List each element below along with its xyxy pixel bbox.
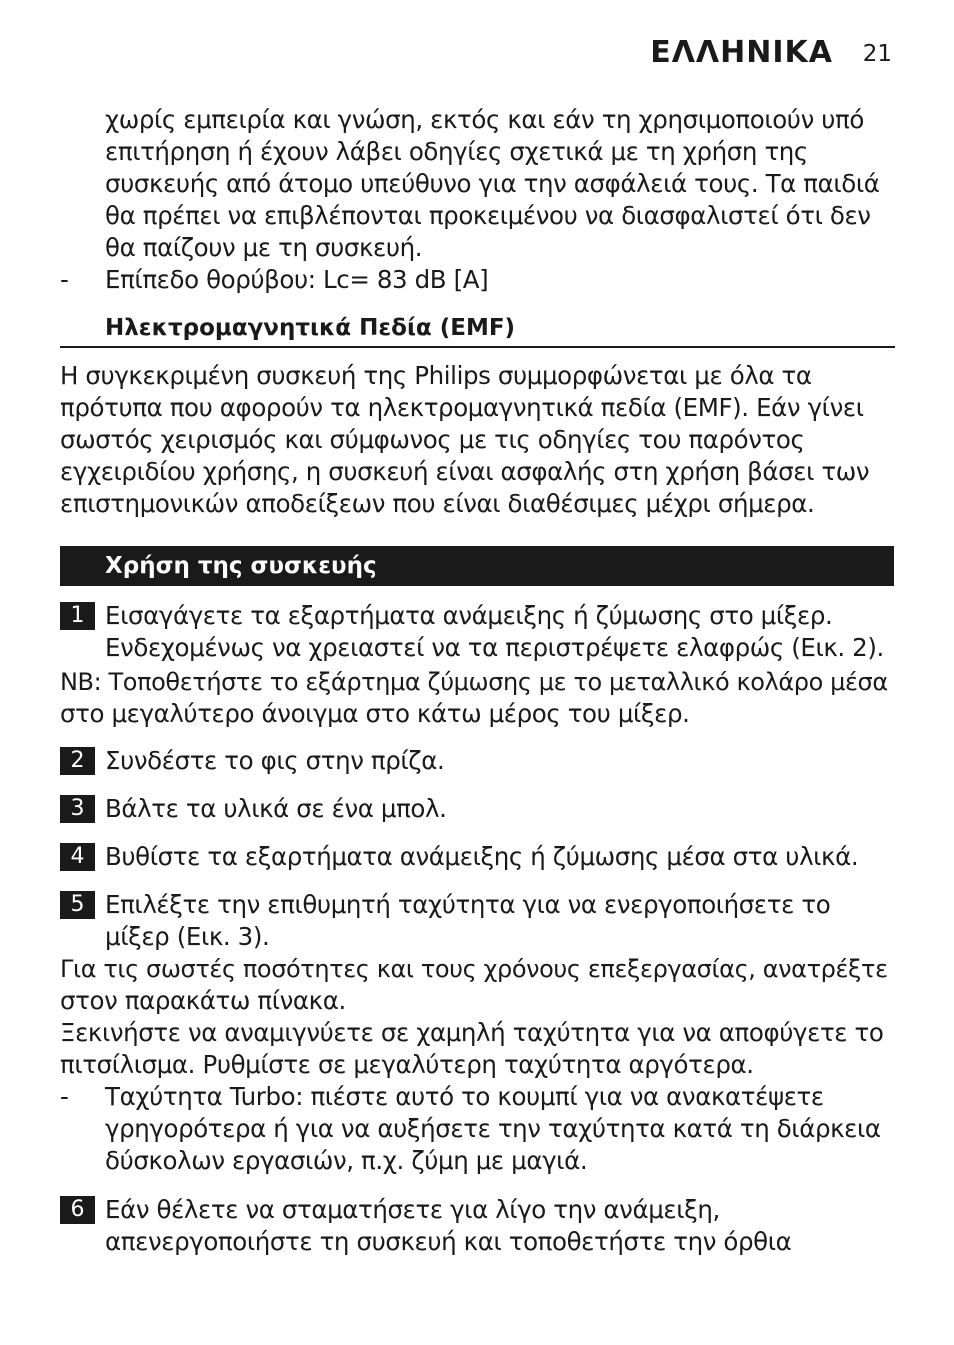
step-number-badge: 2 xyxy=(60,747,95,775)
paragraph-line: στον παρακάτω πίνακα. xyxy=(60,986,346,1015)
intro-line: επιτήρηση ή έχουν λάβει οδηγίες σχετικά με τη χρήση της xyxy=(105,137,808,166)
intro-line: θα πρέπει να επιβλέπονται προκειμένου να διασφαλιστεί ότι δεν xyxy=(105,201,871,230)
step-text: Βάλτε τα υλικά σε ένα μπολ. xyxy=(105,794,447,823)
step-text: Επιλέξτε την επιθυμητή ταχύτητα για να ενεργοποιήσετε το xyxy=(105,890,831,919)
emf-line: πρότυπα που αφορούν τα ηλεκτρομαγνητικά πεδία (EMF). Εάν γίνει xyxy=(60,393,864,422)
noise-level-text: Επίπεδο θορύβου: Lc= 83 dB [A] xyxy=(105,265,489,294)
page-number: 21 xyxy=(862,41,892,67)
intro-line: χωρίς εμπειρία και γνώση, εκτός και εάν τη χρησιμοποιούν υπό xyxy=(105,105,864,134)
note-line: NB: Τοποθετήστε το εξάρτημα ζύμωσης με το μεταλλικό κολάρο μέσα xyxy=(60,668,888,696)
emf-heading: Ηλεκτρομαγνητικά Πεδία (EMF) xyxy=(105,315,516,341)
step-text: απενεργοποιήστε τη συσκευή και τοποθετήστε την όρθια xyxy=(105,1227,792,1256)
paragraph-line: Ξεκινήστε να αναμιγνύετε σε χαμηλή ταχύτητα για να αποφύγετε το xyxy=(60,1018,884,1047)
step-text: Ενδεχομένως να χρειαστεί να τα περιστρέψετε ελαφρώς (Εικ. 2). xyxy=(105,633,884,662)
intro-line: συσκευής από άτομο υπεύθυνο για την ασφάλειά τους. Τα παιδιά xyxy=(105,169,880,198)
emf-line: επιστημονικών αποδείξεων που είναι διαθέσιμες μέχρι σήμερα. xyxy=(60,489,815,518)
turbo-line: Ταχύτητα Turbo: πιέστε αυτό το κουμπί για να ανακατέψετε xyxy=(105,1082,824,1111)
section-header-bar xyxy=(60,546,894,586)
turbo-line: γρηγορότερα ή για να αυξήσετε την ταχύτητα κατά τη διάρκεια xyxy=(105,1114,881,1143)
note-line: στο μεγαλύτερο άνοιγμα στο κάτω μέρος του μίξερ. xyxy=(60,699,690,728)
step-number-badge: 4 xyxy=(60,843,95,871)
paragraph-line: Για τις σωστές ποσότητες και τους χρόνους επεξεργασίας, ανατρέξτε xyxy=(60,955,888,983)
turbo-line: δύσκολων εργασιών, π.χ. ζύμη με μαγιά. xyxy=(105,1146,588,1175)
step-number-badge: 6 xyxy=(60,1196,95,1224)
paragraph-line: πιτσίλισμα. Ρυθμίστε σε μεγαλύτερη ταχύτητα αργότερα. xyxy=(60,1050,754,1079)
step-text: μίξερ (Εικ. 3). xyxy=(105,922,270,951)
emf-line: εγχειριδίου χρήσης, η συσκευή είναι ασφαλής στη χρήση βάσει των xyxy=(60,457,870,486)
intro-line: θα παίζουν με τη συσκευή. xyxy=(105,233,423,262)
step-number-badge: 1 xyxy=(60,602,95,630)
emf-line: Η συγκεκριμένη συσκευή της Philips συμμορφώνεται με όλα τα xyxy=(60,361,812,390)
language-header: ΕΛΛΗΝΙΚΑ xyxy=(650,35,833,70)
step-text: Συνδέστε το φις στην πρίζα. xyxy=(105,746,445,775)
step-text: Βυθίστε τα εξαρτήματα ανάμειξης ή ζύμωσης μέσα στα υλικά. xyxy=(105,842,859,871)
step-number-badge: 5 xyxy=(60,891,95,919)
bullet-dash: - xyxy=(60,265,69,294)
heading-rule xyxy=(60,346,895,348)
step-text: Εισαγάγετε τα εξαρτήματα ανάμειξης ή ζύμωσης στο μίξερ. xyxy=(105,601,833,630)
emf-line: σωστός χειρισμός και σύμφωνος με τις οδηγίες του παρόντος xyxy=(60,425,805,454)
section-title: Χρήση της συσκευής xyxy=(105,553,377,579)
bullet-dash: - xyxy=(60,1082,69,1111)
step-number-badge: 3 xyxy=(60,795,95,823)
step-text: Εάν θέλετε να σταματήσετε για λίγο την ανάμειξη, xyxy=(105,1195,720,1224)
